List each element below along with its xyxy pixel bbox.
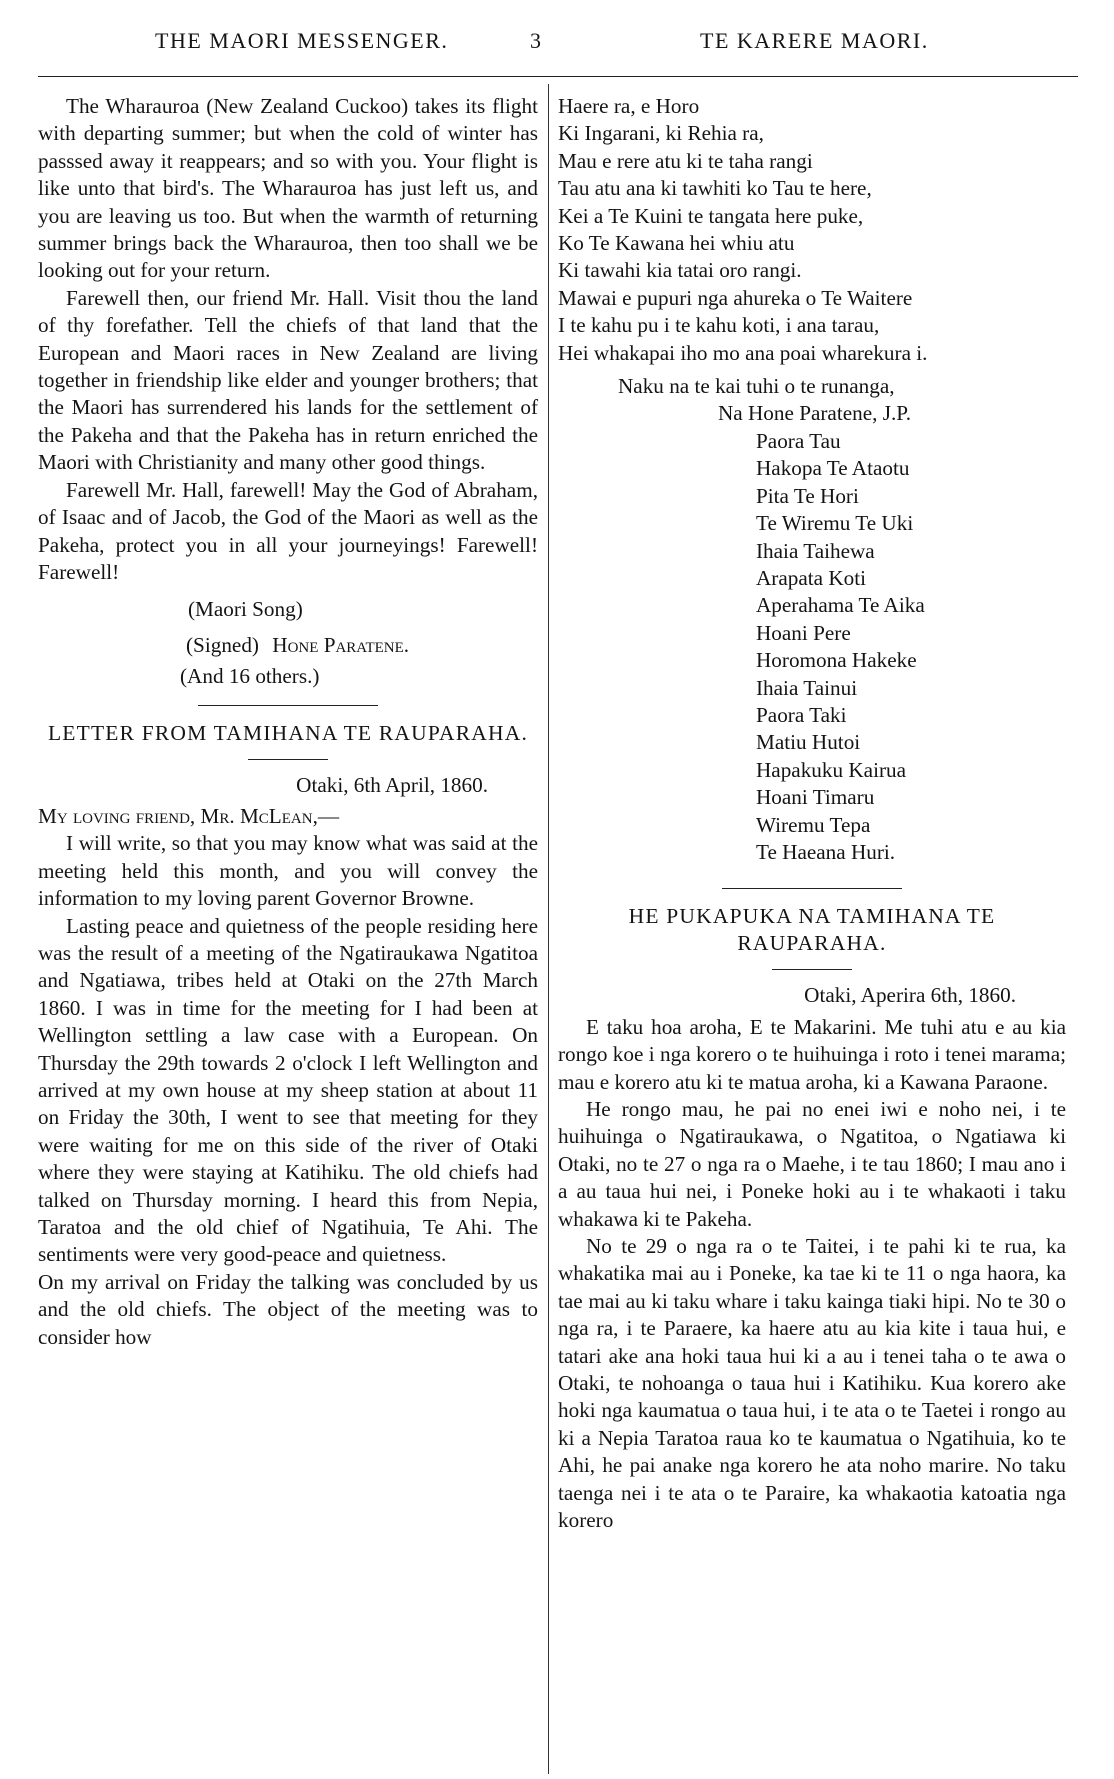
- maori-song: [558, 93, 1066, 367]
- signatory-name: Pita Te Hori: [756, 483, 859, 508]
- signatory-name: Ihaia Taihewa: [756, 538, 875, 563]
- letter-salutation: My loving friend, Mr. McLean,—: [38, 803, 340, 828]
- signatory-name: Matiu Hutoi: [756, 730, 861, 755]
- letter-paragraph: No te 29 o nga ra o te Taitei, i te pahi ki te rua, ka whakatika mai au i Poneke, ka tae ki te 11 o nga haora, ka tae mai au ki taku whare i taku kainga tiaki hipi. No te 30 o nga ra, i te Paraere, ka haere atu au kia kite i taua hui, e tatari ake ana hoki taua hui ki a au i tenei taha o te awa o Otaki, te nohoanga o taua hui i Katihiku. Kua korero ake hoki nga kaumatua o taua hui, i te ata o te Taetei i rongo au ki a Nepia Taratoa raua ko te kaumatua o Ngatihuia, ko te Ahi, he pai anake nga korero he ata noho marire. No taku taenga nei i te ata o te Paraire, ka whakaotia katoatia nga korero: [558, 1234, 1066, 1533]
- signed-name: Hone Paratene.: [272, 632, 410, 657]
- signature-intro: Naku na te kai tuhi o te runanga,: [618, 374, 895, 399]
- signatory-name: Arapata Koti: [756, 565, 867, 590]
- verse-line: Mau e rere atu ki te taha rangi: [558, 148, 813, 173]
- address-paragraph: Farewell Mr. Hall, farewell! May the God of Abraham, of Isaac and of Jacob, the God of the Maori as well as the Pakeha, protect you in all your journeyings! Farewell! Farewell!: [38, 477, 538, 584]
- letter-date-english: Otaki, 6th April, 1860.: [296, 772, 488, 797]
- address-paragraph: Farewell then, our friend Mr. Hall. Visit thou the land of thy forefather. Tell the chiefs of that land that the European and Maori races in New Zealand are living together in friendship like elder and younger brothers; that the Maori has surrendered his lands for the settlement of the Pakeha and that the Pakeha has in return enriched the Maori with Christianity and many other good things.: [38, 285, 538, 475]
- letter-title-maori: HE PUKAPUKA NA TAMIHANA TE RAUPARAHA.: [628, 904, 996, 956]
- signed-prefix: (Signed): [186, 632, 259, 657]
- verse-line: Ki Ingarani, ki Rehia ra,: [558, 121, 764, 146]
- verse-line: Haere ra, e Horo: [558, 94, 700, 118]
- letter-paragraph: I will write, so that you may know what was said at the meeting held this month, and you will convey the information to my loving parent Governor Browne.: [38, 831, 538, 911]
- address-paragraph: The Wharauroa (New Zealand Cuckoo) takes its flight with departing summer; but when the cold of winter has passsed away it reappears; and so with you. Your flight is like unto that bird's. The Wharauroa has just left us, and you are leaving us too. But when the warmth of returning summer brings back the Wharauroa, then too shall we be looking out for your return.: [38, 94, 538, 283]
- signatory-name: Hoani Timaru: [756, 785, 875, 810]
- letter-paragraph: He rongo mau, he pai no enei iwi e noho nei, i te huihuinga o Ngatiraukawa, o Ngatitoa, o Ngatiawa ki Otaki, no te 27 o nga ra o Maehe, i te tau 1860; I mau ano i a au taua hui nei, i Poneke hoki au i te whakaoti i taku whakawa ki te Pakeha.: [558, 1097, 1066, 1231]
- signatory-name: Wiremu Tepa: [756, 812, 871, 837]
- verse-line: Mawai e pupuri nga ahureka o Te Waitere: [558, 285, 913, 310]
- others-note: (And 16 others.): [180, 664, 320, 689]
- song-note: (Maori Song): [188, 597, 303, 622]
- letter-title-english: LETTER FROM TAMIHANA TE RAUPARAHA.: [47, 720, 529, 745]
- title-rule: [248, 759, 328, 760]
- signatory-name: Te Wiremu Te Uki: [756, 511, 914, 536]
- maori-column: [558, 93, 1066, 1535]
- signatory-name: Paora Tau: [756, 428, 841, 453]
- verse-line: Hei whakapai iho mo ana poai wharekura i.: [558, 340, 928, 365]
- section-rule: [198, 705, 378, 706]
- signed-line: [38, 632, 538, 659]
- letter-paragraph: E taku hoa aroha, E te Makarini. Me tuhi atu e au kia rongo koe i nga korero o te huihuinga i roto i tenei marama; mau e korero atu ki te matua aroha, ki a Kawana Paraone.: [558, 1014, 1066, 1094]
- section-rule: [722, 888, 902, 889]
- letter-date-maori: Otaki, Aperira 6th, 1860.: [804, 983, 1016, 1008]
- header-title-maori: TE KARERE MAORI.: [700, 28, 929, 53]
- column-divider: [548, 84, 549, 1774]
- verse-line: Tau atu ana ki tawhiti ko Tau te here,: [558, 176, 872, 201]
- header-title-english: THE MAORI MESSENGER.: [155, 28, 449, 53]
- signatory-name: Ihaia Tainui: [756, 675, 858, 700]
- signature-lead: Na Hone Paratene, J.P.: [718, 401, 911, 426]
- page-number: 3: [530, 28, 543, 53]
- verse-line: Kei a Te Kuini te tangata here puke,: [558, 203, 864, 228]
- verse-line: Ki tawahi kia tatai oro rangi.: [558, 258, 802, 283]
- verse-line: Ko Te Kawana hei whiu atu: [558, 231, 795, 256]
- letter-paragraph: Lasting peace and quietness of the people residing here was the result of a meeting of the Ngatiraukawa Ngatitoa and Ngatiawa, tribes held at Otaki on the 27th March 1860. I was in time for the meeting for I had been at Wellington settling a law case with a European. On Thursday the 29th towards 2 o'clock I left Wellington and arrived at my own house at my sheep station at about 11 on Friday the 30th, I went to see that meeting for they were waiting for me on this side of the river of Otaki where they were staying at Katihiku. The old chiefs had talked on Thursday morning. I heard this from Nepia, Taratoa and the old chief of Ngatihuia, Te Ahi. The sentiments were very good-peace and quietness.: [38, 913, 538, 1267]
- letter-paragraph: On my arrival on Friday the talking was concluded by us and the old chiefs. The object of the meeting was to consider how: [38, 1269, 538, 1349]
- page-header: [0, 28, 1114, 62]
- signatory-name: Aperahama Te Aika: [756, 593, 925, 618]
- signatory-name: Hapakuku Kairua: [756, 757, 907, 782]
- signatory-name: Te Haeana Huri.: [756, 839, 896, 864]
- signatory-name: Horomona Hakeke: [756, 648, 917, 673]
- verse-line: I te kahu pu i te kahu koti, i ana tarau,: [558, 313, 880, 338]
- signatory-name: Hakopa Te Ataotu: [756, 456, 910, 481]
- signatory-list: [558, 428, 1066, 867]
- english-column: [38, 93, 538, 1351]
- signatory-name: Hoani Pere: [756, 620, 851, 645]
- signatory-name: Paora Taki: [756, 702, 847, 727]
- title-rule: [772, 969, 852, 970]
- header-rule: [38, 76, 1078, 77]
